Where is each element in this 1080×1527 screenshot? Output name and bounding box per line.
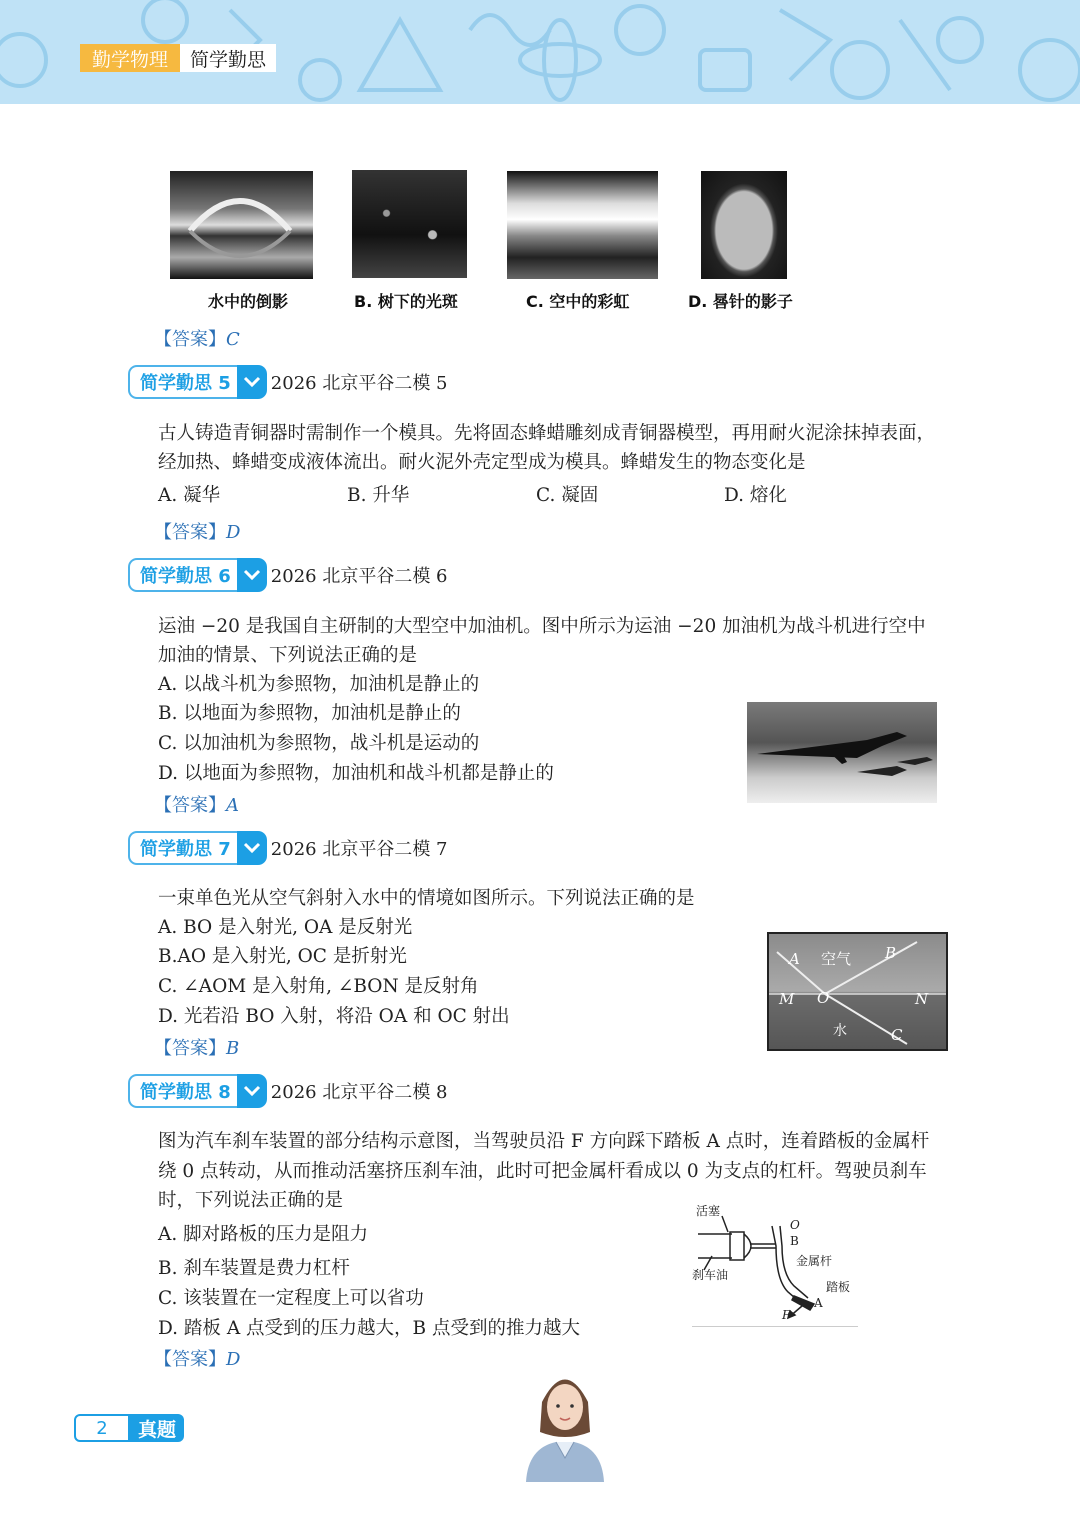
label-rod: 金属杆 [796,1254,833,1268]
q7-tag [128,832,448,864]
q5-option-a: A. 凝华 [158,485,221,506]
q7-stem-line1: 一束单色光从空气斜射入水中的情境如图所示。下列说法正确的是 [158,888,695,909]
label-f: F [782,1308,791,1322]
q5-stem-line1: 古人铸造青铜器时需制作一个模具。先将固态蜂蜡雕刻成青铜器模型，再用耐火泥涂抹掉表面， [158,423,936,444]
brand-right: 简学勤思 [180,44,276,72]
q7-option-a: A. BO 是入射光, OA 是反射光 [158,917,413,938]
label-o: O [817,989,830,1007]
label-a: A [789,950,800,968]
page-label: 真题 [130,1414,184,1442]
q8-option-c: C. 该装置在一定程度上可以省功 [158,1288,424,1309]
q4-answer: 【答案】C [154,329,240,350]
q8-stem-line1: 图为汽车刹车装置的部分结构示意图，当驾驶员沿 F 方向踩下踏板 A 点时，连着踏板的金属杆 [158,1131,930,1152]
photo-tree-light-spots [352,170,467,278]
photo-rainbow [507,171,658,279]
page-header [0,0,1080,104]
q7-answer: 【答案】B [154,1038,240,1059]
q8-answer: 【答案】D [154,1349,241,1370]
q8-tag [128,1075,448,1107]
q7-source: 2026 北京平谷二模 7 [270,839,448,860]
label-c: C [891,1026,903,1044]
caption-b: B. 树下的光斑 [354,292,458,311]
caption-d: D. 晷针的影子 [688,292,793,311]
q6-option-c: C. 以加油机为参照物，战斗机是运动的 [158,733,480,754]
chevron-down-icon [237,1074,267,1108]
q7-option-b: B.AO 是入射光, OC 是折射光 [158,946,407,967]
label-m: M [779,990,795,1008]
q6-answer: 【答案】A [154,795,239,816]
label-oil: 刹车油 [692,1268,729,1282]
brand-badge [80,44,276,72]
q7-option-c: C. ∠AOM 是入射角, ∠BON 是反射角 [158,976,479,997]
caption-a: 水中的倒影 [208,292,289,311]
brand-left: 勤学物理 [80,44,180,72]
q7-tag-label: 简学勤思 7 [128,831,237,865]
q8-option-b: B. 刹车装置是费力杠杆 [158,1258,350,1279]
chevron-down-icon [237,558,267,592]
q6-stem-line2: 加油的情景、下列说法正确的是 [158,645,418,666]
q5-answer: 【答案】D [154,522,241,543]
chevron-down-icon [237,365,267,399]
label-b: B [885,944,897,962]
chevron-down-icon [237,831,267,865]
page-number: 2 [74,1414,130,1442]
q5-option-d: D. 熔化 [724,485,787,506]
q5-option-b: B. 升华 [347,485,410,506]
q6-source: 2026 北京平谷二模 6 [270,566,448,587]
photo-sundial [701,171,787,279]
figure-brake-lever [692,1200,858,1327]
label-a: A [814,1296,823,1310]
q8-stem-line2: 绕 0 点转动，从而推动活塞挤压刹车油，此时可把金属杆看成以 0 为支点的杠杆。驾驶员刹车 [158,1161,927,1182]
q8-source: 2026 北京平谷二模 8 [270,1082,448,1103]
label-piston: 活塞 [696,1204,721,1218]
q8-option-d: D. 踏板 A 点受到的压力越大，B 点受到的推力越大 [158,1318,581,1339]
label-o: O [790,1218,800,1232]
q5-tag-label: 简学勤思 5 [128,365,237,399]
teacher-avatar [520,1362,610,1482]
q5-option-c: C. 凝固 [536,485,599,506]
caption-c: C. 空中的彩虹 [526,292,630,311]
figure-light-refraction [767,932,948,1051]
q6-option-d: D. 以地面为参照物，加油机和战斗机都是静止的 [158,763,554,784]
q5-tag [128,366,448,398]
q6-tag [128,559,448,591]
q8-stem-line3: 时，下列说法正确的是 [158,1190,344,1211]
q5-stem-line2: 经加热、蜂蜡变成液体流出。耐火泥外壳定型成为模具。蜂蜡发生的物态变化是 [158,452,806,473]
label-air: 空气 [821,950,852,968]
q6-tag-label: 简学勤思 6 [128,558,237,592]
label-water: 水 [833,1023,847,1039]
label-b: B [790,1234,799,1248]
q6-option-b: B. 以地面为参照物，加油机是静止的 [158,703,461,724]
label-n: N [915,990,929,1008]
q8-option-a: A. 脚对路板的压力是阻力 [158,1224,369,1245]
q7-option-d: D. 光若沿 BO 入射，将沿 OA 和 OC 射出 [158,1006,510,1027]
q8-tag-label: 简学勤思 8 [128,1074,237,1108]
photo-refueling-aircraft [747,702,937,803]
q6-stem-line1: 运油 −20 是我国自主研制的大型空中加油机。图中所示为运油 −20 加油机为战斗机进行空中 [158,616,926,637]
label-pedal: 踏板 [826,1280,851,1294]
photo-bridge-reflection [170,171,313,279]
page-number-tag [74,1414,184,1442]
q6-option-a: A. 以战斗机为参照物，加油机是静止的 [158,674,480,695]
q5-source: 2026 北京平谷二模 5 [270,373,448,394]
